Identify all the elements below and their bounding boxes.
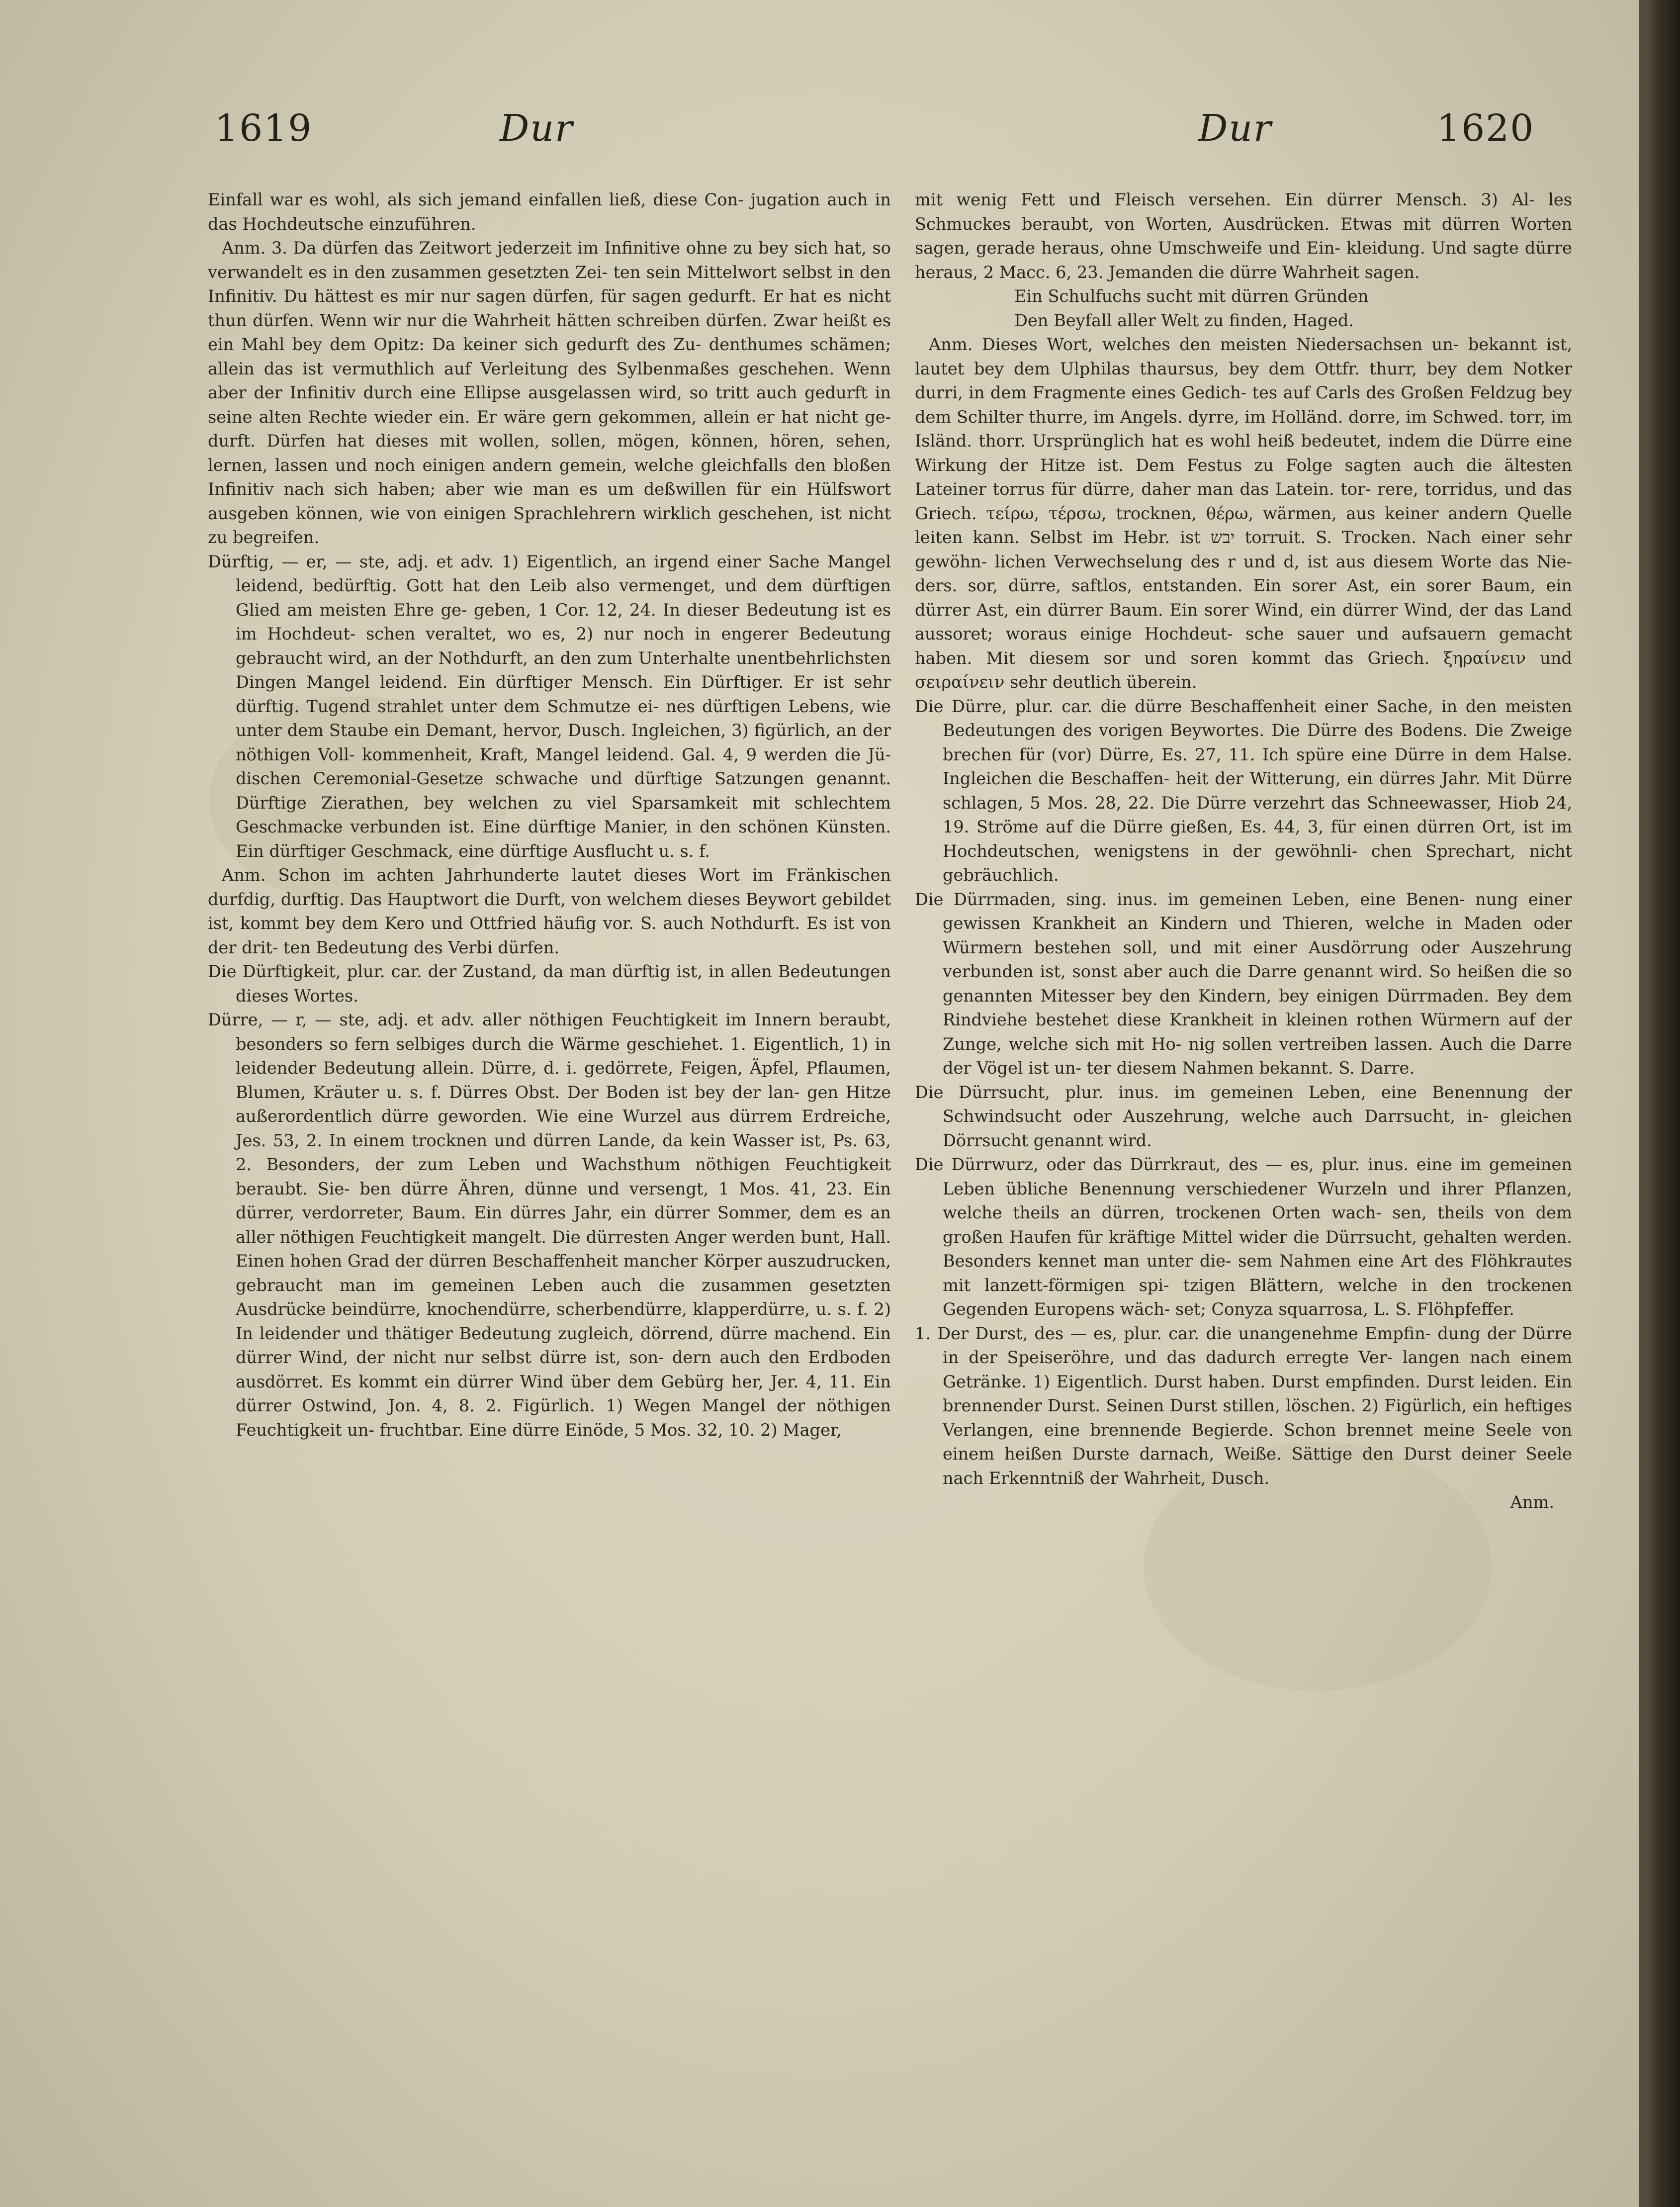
paragraph: mit wenig Fett und Fleisch versehen. Ein dürrer Mensch. 3) Al- les Schmuckes beraubt, von Worten, Ausdrücken. Etwas mit dürren Worten sagen, gerade heraus, ohne Umschweife und Ein- kleidung. Und sagte dürre heraus, 2 Macc. 6, 23. Jemanden die dürre Wahrheit sagen.: [915, 190, 1572, 282]
entry-durst: 1. Der Durst, des — es, plur. car. die unangenehme Empfin- dung der Dürre in der Speiseröhre, und das dadurch erregte Ver- langen nach einem Getränke. 1) Eigentlich. Durst haben. Durst empfinden. Durst leiden. Ein brennender Durst. Seinen Durst stillen, löschen. 2) Figürlich, ein heftiges Verlangen, eine brennende Begierde. Schon brennet meine Seele von einem heißen Durste darnach, Weiße. Sättige den Durst deiner Seele nach Erkenntniß der Wahrheit, Dusch.: [915, 1323, 1572, 1488]
entry-duerftigkeit: Die Dürftigkeit, plur. car. der Zustand, da man dürftig ist, in allen Bedeutungen dieses Wortes.: [208, 962, 891, 1006]
entry-duerrsucht: Die Dürrsucht, plur. inus. im gemeinen Leben, eine Benennung der Schwindsucht oder Auszehrung, welche auch Darrsucht, in- gleichen Dörrsucht genannt wird.: [915, 1082, 1572, 1150]
page-number-left: 1619: [215, 107, 313, 150]
entry-duerrmaden: Die Dürrmaden, sing. inus. im gemeinen Leben, eine Benen- nung einer gewissen Krankheit an Kindern und Thieren, welche in Maden oder Würmern bestehen soll, und mit einer Ausdörrung oder Auszehrung verbunden ist, sonst aber auch die Darre genannt wird. So heißen die so genannten Mitesser bey den Kindern, bey einigen Dürrmaden. Bey dem Rindviehe bestehet diese Krankheit in kleinen rothen Würmern auf der Zunge, welche sich mit Ho- nig sollen vertreiben lassen. Auch die Darre der Vögel ist un- ter diesem Nahmen bekannt. S. Darre.: [915, 889, 1572, 1078]
page-number-right: 1620: [1437, 107, 1535, 150]
verse-line: Ein Schulfuchs sucht mit dürren Gründen: [1014, 286, 1369, 306]
entry-duerftig: Dürftig, — er, — ste, adj. et adv. 1) Eigentlich, an irgend einer Sache Mangel leidend, bedürftig. Gott hat den Leib also vermenget, und dem dürftigen Glied am meisten Ehre ge- geben, 1 Cor. 12, 24. In dieser Bedeutung ist es im Hochdeut- schen veraltet, wo es, 2) nur noch in engerer Bedeutung gebraucht wird, an der Nothdurft, an den zum Unterhalte unentbehrlichsten Dingen Mangel leidend. Ein dürftiger Mensch. Ein Dürftiger. Er ist sehr dürftig. Tugend strahlet unter dem Schmutze ei- nes dürftigen Lebens, wie unter dem Staube ein Demant, hervor, Dusch. Ingleichen, 3) figürlich, an der nöthigen Voll- kommenheit, Kraft, Mangel leidend. Gal. 4, 9 werden die Jü- dischen Ceremonial-Gesetze schwache und dürftige Satzungen genannt. Dürftige Zierathen, bey welchen zu viel Sparsamkeit mit schlechtem Geschmacke verbunden ist. Eine dürftige Manier, in den schönen Künsten. Ein dürftiger Geschmack, eine dürftige Ausflucht u. s. f.: [208, 552, 891, 861]
entry-duerre-adj: Dürre, — r, — ste, adj. et adv. aller nöthigen Feuchtigkeit im Innern beraubt, besonders so fern selbiges durch die Wärme geschiehet. 1. Eigentlich, 1) in leidender Bedeutung allein. Dürre, d. i. gedörrete, Feigen, Äpfel, Pflaumen, Blumen, Kräuter u. s. f. Dürres Obst. Der Boden ist bey der lan- gen Hitze außerordentlich dürre geworden. Wie eine Wurzel aus dürrem Erdreiche, Jes. 53, 2. In einem trocknen und dürren Lande, da kein Wasser ist, Ps. 63, 2. Besonders, der zum Leben und Wachsthum nöthigen Feuchtigkeit beraubt. Sie- ben dürre Ähren, dünne und versengt, 1 Mos. 41, 23. Ein dürrer, verdorreter, Baum. Ein dürres Jahr, ein dürrer Sommer, dem es an aller nöthigen Feuchtigkeit mangelt. Die dürresten Anger werden bunt, Hall. Einen hohen Grad der dürren Beschaffenheit mancher Körper auszudrucken, gebraucht man im gemeinen Leben auch die zusammen gesetzten Ausdrücke beindürre, knochendürre, scherbendürre, klapperdürre, u. s. f. 2) In leidender und thätiger Bedeutung zugleich, dörrend, dürre machend. Ein dürrer Wind, der nicht nur selbst dürre ist, son- dern auch den Erdboden ausdörret. Es kommt ein dürrer Wind über dem Gebürg her, Jer. 4, 11. Ein dürrer Ostwind, Jon. 4, 8. 2. Figürlich. 1) Wegen Mangel der nöthigen Feuchtigkeit un- fruchtbar. Eine dürre Einöde, 5 Mos. 32, 10. 2) Mager,: [208, 1010, 891, 1440]
note-paragraph: Anm. Schon im achten Jahrhunderte lautet dieses Wort im Fränkischen durfdig, durftig. Das Hauptwort die Durft, von welchem dieses Beywort gebildet ist, kommt bey dem Kero und Ottfried häufig vor. S. auch Nothdurft. Es ist von der drit- ten Bedeutung des Verbi dürfen.: [208, 865, 891, 957]
note-paragraph: Anm. Dieses Wort, welches den meisten Niedersachsen un- bekannt ist, lautet bey dem Ulphilas thaursus, bey dem Ottfr. thurr, bey dem Notker durri, in dem Fragmente eines Gedich- tes auf Carls des Großen Feldzug bey dem Schilter thurre, im Angels. dyrre, im Holländ. dorre, im Schwed. torr, im Isländ. thorr. Ursprünglich hat es wohl heiß bedeutet, indem die Dürre eine Wirkung der Hitze ist. Dem Festus zu Folge sagten auch die ältesten Lateiner torrus für dürre, daher man das Latein. tor- rere, torridus, und das Griech. τείρω, τέρσω, trocknen, θέρω, wärmen, aus keiner andern Quelle leiten kann. Selbst im Hebr. ist יבש torruit. S. Trocken. Nach einer sehr gewöhn- lichen Verwechselung des r und d, ist aus diesem Worte das Nie- ders. sor, dürre, saftlos, entstanden. Ein sorer Ast, ein sorer Baum, ein dürrer Ast, ein dürrer Baum. Ein sorer Wind, ein dürrer Wind, der das Land aussoret; woraus einige Hochdeut- sche sauer und aufsauern gemacht haben. Mit diesem sor und soren kommt das Griech. ξηραίνειν und σειραίνειν sehr deutlich überein.: [915, 335, 1572, 692]
right-column: [915, 188, 1572, 2167]
note-paragraph: Anm. 3. Da dürfen das Zeitwort jederzeit im Infinitive ohne zu bey sich hat, so verwandelt es in den zusammen gesetzten Zei- ten sein Mittelwort selbst in den Infinitiv. Du hättest es mir nur sagen dürfen, für sagen gedurft. Er hat es nicht thun dürfen. Wenn wir nur die Wahrheit hätten schreiben dürfen. Zwar heißt es ein Mahl bey dem Opitz: Da keiner sich gedurft des Zu- denthumes schämen; allein das ist vermuthlich auf Verleitung des Sylbenmaßes geschehen. Wenn aber der Infinitiv durch eine Ellipse ausgelassen wird, so tritt auch gedurft in seine alten Rechte wieder ein. Er wäre gern gekommen, allein er hat nicht ge- durft. Dürfen hat dieses mit wollen, sollen, mögen, können, hören, sehen, lernen, lassen und noch einigen andern gemein, welche gleichfalls den bloßen Infinitiv nach sich haben; aber wie man es um deßwillen für ein Hülfswort ausgeben können, wie von einigen Sprachlehrern wirklich geschehen, ist nicht zu begreifen.: [208, 238, 891, 547]
entry-die-duerre: Die Dürre, plur. car. die dürre Beschaffenheit einer Sache, in den meisten Bedeutungen des vorigen Beywortes. Die Dürre des Bodens. Die Zweige brechen für (vor) Dürre, Es. 27, 11. Ich spüre eine Dürre in dem Halse. Ingleichen die Beschaffen- heit der Witterung, ein dürres Jahr. Mit Dürre schlagen, 5 Mos. 28, 22. Die Dürre verzehrt das Schneewasser, Hiob 24, 19. Ströme auf die Dürre gießen, Es. 44, 3, für einen dürren Ort, ist im Hochdeutschen, wenigstens in der gewöhnli- chen Sprechart, nicht gebräuchlich.: [915, 696, 1572, 885]
paragraph: Einfall war es wohl, als sich jemand einfallen ließ, diese Con- jugation auch in das Hochdeutsche einzuführen.: [208, 190, 891, 234]
running-head-right: Dur: [1198, 107, 1272, 150]
left-column: [208, 188, 891, 2167]
catchword: Anm.: [1510, 1492, 1554, 1512]
verse-line: Den Beyfall aller Welt zu finden, Haged.: [1014, 310, 1354, 330]
edge-shadow: [1639, 0, 1650, 2207]
entry-duerrwurz: Die Dürrwurz, oder das Dürrkraut, des — es, plur. inus. eine im gemeinen Leben übliche Benennung verschiedener Wurzeln und ihrer Pflanzen, welche theils an dürren, trockenen Orten wach- sen, theils von dem großen Haufen für kräftige Mittel wider die Dürrsucht, gehalten werden. Besonders kennet man unter die- sem Nahmen eine Art des Flöhkrautes mit lanzett-förmigen spi- tzigen Blättern, welche in den trockenen Gegenden Europens wäch- set; Conyza squarrosa, L. S. Flöhpfeffer.: [915, 1155, 1572, 1319]
book-edge: [1639, 0, 1680, 2207]
running-head-left: Dur: [500, 107, 574, 150]
